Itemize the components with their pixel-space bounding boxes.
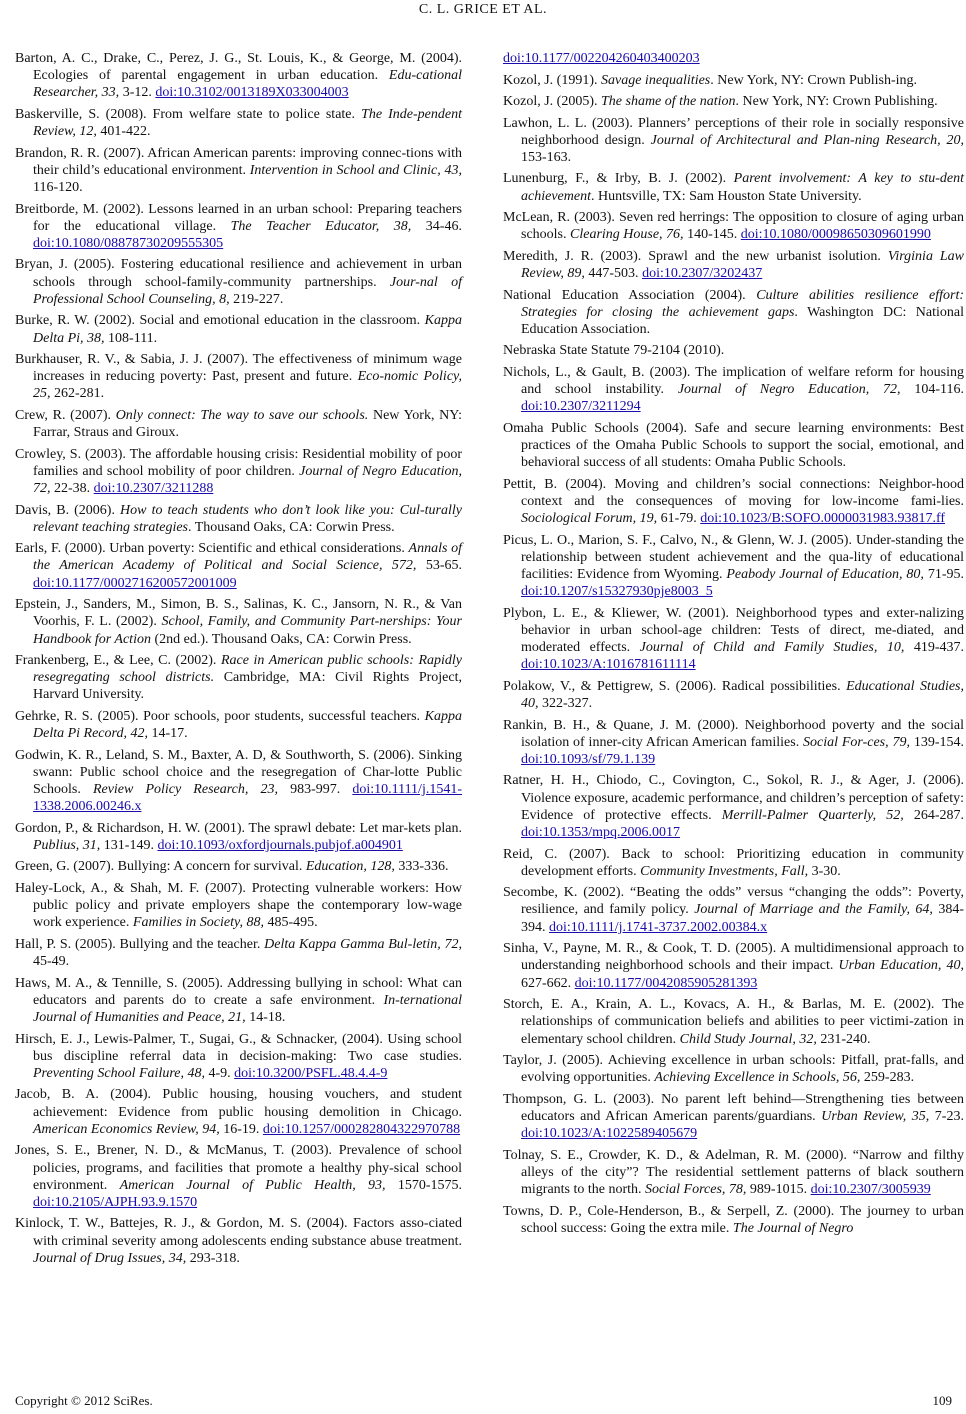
reference-source-title: Only connect: The way to save our schools. [115,407,369,423]
reference-details: 139-154. [909,734,964,750]
reference-entry [503,364,964,416]
reference-source-title: Intervention in School and Clinic, 43, [249,162,462,178]
reference-details: 3-30. [808,863,841,879]
reference-text: Hall, P. S. (2005). Bullying and the teacher. [15,936,265,952]
reference-text: Bryan, J. (2005). Fostering educational resilience and achievement in urban schools through school-family-community partnerships. [15,257,462,290]
reference-entry [503,476,964,528]
reference-entry [15,708,462,742]
reference-doi-link[interactable]: doi:10.2307/3211288 [93,481,214,497]
reference-source-title: Journal of Architectural and Plan-ning Research, 20, [650,132,964,148]
reference-doi-link[interactable]: doi:10.1080/08878730209555305 [33,235,224,251]
reference-source-title: Jour-nal of Professional School Counseling, 8, [33,274,462,307]
reference-entry [15,880,462,932]
reference-text: Earls, F. (2000). Urban poverty: Scientific and ethical considerations. [15,541,409,557]
reference-details: 401-422. [96,124,151,140]
reference-text: Burke, R. W. (2002). Social and emotional education in the classroom. [15,313,425,329]
reference-text: Jacob, B. A. (2004). Public housing, housing vouchers, and student achievement: Evidence from public housing demolition in Chicago. [15,1087,462,1120]
reference-source-title: Review Policy Research, 23, [92,782,278,798]
reference-text: Rankin, B. H., & Quane, J. M. (2000). Neighborhood poverty and the social isolation of inner-city African American families. [503,717,964,750]
reference-source-title: Urban Review, 35, [821,1108,930,1124]
reference-details: 485-495. [263,915,318,931]
reference-source-title: Clearing House, 76, [570,227,684,243]
reference-text: Crew, R. (2007). [15,407,116,423]
reference-entry [15,502,462,536]
reference-text: Polakow, V., & Pettigrew, S. (2006). Radical possibilities. [503,678,847,694]
reference-source-title: American Journal of Public Health, 93, [119,1177,386,1193]
reference-entry [503,1203,964,1237]
reference-entry [15,858,462,875]
reference-details: 4-9. [204,1065,235,1081]
reference-source-title: Social For-ces, 79, [803,734,910,750]
reference-entry [15,596,462,648]
reference-text: Picus, L. O., Marion, S. F., Calvo, N., & Glenn, W. J. (2005). Under-standing the relationship between student achievement and the qua-lity of educational facilities: Evidence from Wyoming. [503,532,964,583]
reference-doi-link[interactable]: doi:10.1023/B:SOFO.0000031983.93817.ff [700,511,946,527]
reference-source-title: Race in American public schools: Rapidly resegregating school districts. [33,653,462,686]
reference-entry [503,996,964,1048]
reference-text: Ratner, H. H., Chiodo, C., Covington, C., Sokol, R. J., & Ager, J. (2006). Violence exposure, academic performance, and children’s perception of safety: Evidence of protective effects. [503,773,964,823]
reference-text: Reid, C. (2007). Back to school: Prioritizing education in community development efforts. [503,846,964,879]
reference-entry [503,940,964,992]
reference-doi-link[interactable]: doi:10.1207/s15327930pje8003_5 [521,584,713,600]
reference-entry [15,747,462,816]
reference-details: 153-163. [521,149,572,165]
reference-details: 259-283. [860,1070,915,1086]
reference-details: 61-79. [657,511,701,527]
reference-source-title: Peabody Journal of Education, 80, [726,567,924,583]
reference-details: Cambridge, MA: Civil Rights Project, Harvard University. [33,670,462,703]
reference-details: 293-318. [186,1250,240,1266]
reference-details: 419-437. [904,640,965,656]
reference-text: Pettit, B. (2004). Moving and children’s social connections: Neighbor-hood context and the consequences of moving for low-income fami-lies. [503,476,964,509]
reference-text: Godwin, K. R., Leland, S. M., Baxter, A. D, & Southworth, S. (2006). Sinking swann: Public school choice and the resegregation of Char-lotte Public Schools. [15,747,462,798]
reference-source-title: Eco-nomic Policy, 25, [33,369,462,402]
reference-details: 34-46. [411,218,462,234]
reference-entry [15,312,462,346]
reference-text: Haws, M. A., & Tennille, S. (2005). Addressing bullying in school: What can educators and parents do to create a safe environment. [15,975,462,1008]
reference-text: Meredith, J. R. (2003). Sprawl and the new urbanist isolution. [503,248,888,264]
reference-doi-link[interactable]: doi:10.3200/PSFL.48.4.4-9 [234,1065,388,1081]
reference-details: 22-38. [50,481,94,497]
reference-source-title: Families in Society, 88, [132,915,264,931]
reference-text: Gordon, P., & Richardson, H. W. (2001). The sprawl debate: Let mar-kets plan. [15,820,462,836]
reference-text: Plybon, L. E., & Kliewer, W. (2001). Neighborhood types and exter-nalizing behavior in urban school-age children: Tests of direct, me-diated, and moderated effects. [503,605,964,656]
reference-text: Crowley, S. (2003). The affordable housing crisis: Residential mobility of poor families and school mobility of poor children. [15,446,462,479]
reference-entry [15,1086,462,1138]
reference-source-title: Kappa Delta Pi Record, 42, [33,708,462,742]
reference-text: Taylor, J. (2005). Achieving excellence in urban schools: Pitfall, prat-falls, and evolving opportunities. [503,1053,964,1086]
reference-entry [15,50,462,102]
reference-entry [15,201,462,253]
reference-text: Frankenberg, E., & Lee, C. (2002). [15,653,221,669]
reference-source-title: Social Forces, 78, [645,1182,747,1198]
reference-entry [503,678,964,712]
reference-entry [503,342,964,359]
reference-details: 108-111. [104,330,158,346]
reference-text: Hirsch, E. J., Lewis-Palmer, T., Sugai, G., & Schnacker, (2004). Using school bus discipline referral data in decision-making: Two case studies. [15,1031,462,1064]
reference-entry [503,209,964,243]
reference-entry [503,1052,964,1086]
reference-doi-link[interactable]: doi:10.1177/002204260403400203 [503,51,700,66]
reference-details: 3-12. [119,85,156,101]
reference-text: Omaha Public Schools (2004). Safe and secure learning environments: Best practices of the Omaha Public Schools to support the social, emotional, and behavioral success of all students: Omaha Public Schools. [503,420,964,471]
reference-source-title: Journal of Child and Family Studies, 10, [639,640,905,656]
reference-details: 322-327. [538,696,593,712]
reference-source-title: The Journal of Negro [732,1220,854,1236]
reference-text: Lawhon, L. L. (2003). Planners’ perceptions of their role in socially responsive neighborhood design. [503,115,964,148]
copyright-notice: Copyright © 2012 SciRes. [15,1393,153,1408]
reference-details: New York, NY: Farrar, Straus and Giroux. [33,407,462,441]
reference-text: Towns, D. P., Cole-Henderson, B., & Serpell, Z. (2000). The journey to urban school success: Going the extra mile. [503,1203,964,1236]
reference-entry [503,115,964,167]
reference-details: 71-95. [923,567,964,583]
reference-entry [15,540,462,592]
reference-text: National Education Association (2004). [503,287,757,303]
reference-details: . Huntsville, TX: Sam Houston State University. [590,188,862,204]
reference-doi-link[interactable]: doi:10.1023/A:1022589405679 [521,1126,698,1142]
reference-source-title: Community Investments, Fall, [640,863,809,879]
reference-source-title: Virginia Law Review, 89, [521,248,965,282]
reference-text: Thompson, G. L. (2003). No parent left behind—Strengthening ties between educators and African American parents/guardians. [503,1091,964,1124]
reference-source-title: Journal of Negro Education, 72, [677,382,901,398]
reference-source-title: Edu-cational Researcher, 33, [33,68,462,101]
reference-entry [503,884,964,936]
reference-source-title: American Economics Review, 94, [33,1121,220,1137]
reference-text: Davis, B. (2006). [15,502,121,518]
reference-entry [503,248,964,282]
reference-entry [503,287,964,339]
reference-text: Haley-Lock, A., & Shah, M. F. (2007). Protecting vulnerable workers: How public policy and private employers shape the contemporary low-wage work experience. [15,880,462,931]
reference-text: Burkhauser, R. V., & Sabia, J. J. (2007). The effectiveness of minimum wage increases in reducing poverty: Past, present and future. [15,352,462,385]
reference-doi-link[interactable]: doi:10.2307/3211294 [521,399,641,415]
reference-text: Epstein, J., Sanders, M., Simon, B. S., Salinas, K. C., Jansorn, N. R., & Van Voorhis, F. L. (2002). [15,597,462,630]
reference-text: Tolnay, S. E., Crowder, K. D., & Adelman, R. M. (2000). “Narrow and filthy alleys of the city”? The residential settlement patterns of black southern migrants to the north. [503,1147,964,1198]
reference-doi-link[interactable]: doi:10.1177/0042085905281393 [574,975,758,991]
reference-text: Kinlock, T. W., Battejes, R. J., & Gordon, M. S. (2004). Factors asso-ciated with criminal severity among adolescents ending substance abuse treatment. [15,1216,462,1249]
reference-details: 384-394. [521,902,965,935]
reference-doi-link[interactable]: doi:10.2307/3202437 [642,266,763,282]
reference-text: Storch, E. A., Krain, A. L., Kovacs, A. H., & Barlas, M. E. (2002). The relationships of communication beliefs and abilities to peer victimi-zation in elementary school children. [503,997,964,1047]
reference-entry [15,145,462,197]
reference-doi-link[interactable]: doi:10.1353/mpq.2006.0017 [521,825,681,841]
reference-details: 264-287. [903,807,964,823]
reference-source-title: Educational Studies, 40, [521,678,964,712]
reference-details: 262-281. [50,386,105,402]
reference-entry [15,1142,462,1211]
reference-details: 116-120. [33,180,83,196]
reference-doi-link[interactable]: doi:10.1111/j.1741-3737.2002.00384.x [549,919,768,935]
reference-entry [15,1215,462,1267]
reference-details: 447-503. [584,266,643,282]
reference-entry [15,1031,462,1083]
reference-entry [15,820,462,854]
reference-source-title: Parent involvement: A key to stu-dent achievement [521,171,964,204]
reference-source-title: Culture abilities resilience effort: Strategies for closing the achievement gaps [521,287,964,320]
reference-source-title: Delta Kappa Gamma Bul-letin, 72, [264,936,462,952]
reference-entry [503,93,964,110]
reference-entry [503,717,964,769]
reference-doi-link[interactable]: doi:10.1093/sf/79.1.139 [521,751,656,767]
reference-text: Sinha, V., Payne, M. R., & Cook, T. D. (2005). A multidimensional approach to understanding neighborhood schools and their impact. [503,941,964,974]
reference-source-title: Annals of the American Academy of Political and Social Science, 572, [33,541,462,574]
reference-details: 14-17. [147,726,188,742]
reference-details: 627-662. [521,975,575,991]
reference-details: (2nd ed.). Thousand Oaks, CA: Corwin Press. [150,631,412,647]
reference-details: 53-65. [416,558,462,574]
reference-doi-link[interactable]: doi:10.1080/00098650309601990 [740,227,931,243]
reference-entry [15,652,462,704]
reference-source-title: Urban Education, 40, [838,958,964,974]
reference-doi-link[interactable]: doi:10.1093/oxfordjournals.pubjof.a004901 [157,837,403,853]
reference-text: Jones, S. E., Brener, N. D., & McManus, T. (2003). Prevalence of school policies, programs, and facilities that promote a healthy phy-sical school environment. [15,1143,462,1193]
reference-entry [15,936,462,970]
reference-text: Kozol, J. (1991). [503,72,601,88]
reference-text: Lunenburg, F., & Irby, B. J. (2002). [503,171,734,187]
reference-details: 231-240. [816,1031,871,1047]
reference-source-title: The Inde-pendent Review, 12, [33,106,462,140]
reference-details: 16-19. [219,1121,263,1137]
reference-entry [15,446,462,498]
reference-entry [15,975,462,1027]
reference-details: 104-116. [900,382,965,398]
reference-doi-link[interactable]: doi:10.1177/0002716200572001009 [33,575,237,591]
reference-text: Baskerville, S. (2008). From welfare state to police state. [15,106,362,122]
reference-details: 7-23. [929,1108,964,1124]
reference-doi-link[interactable]: doi:10.1023/A:1016781611114 [521,657,696,673]
reference-text: Secombe, K. (2002). “Beating the odds” versus “changing the odds”: Poverty, resilience, and family policy. [503,885,964,918]
reference-doi-link[interactable]: doi:10.1111/j.1541-1338.2006.00246.x [33,782,462,815]
reference-details: . New York, NY: Crown Publishing. [735,94,938,109]
reference-details: . Washington DC: National Education Association. [521,304,964,337]
references-left-column [15,50,462,1271]
reference-source-title: Child Study Journal, 32, [679,1031,817,1047]
reference-text: Kozol, J. (2005). [503,94,601,109]
reference-entry [503,1147,964,1199]
reference-details: . New York, NY: Crown Publish-ing. [710,72,918,88]
reference-source-title: Achieving Excellence in Schools, 56, [654,1070,861,1086]
reference-text: Nichols, L., & Gault, B. (2003). The implication of welfare reform for housing and school instability. [503,364,964,398]
reference-source-title: Journal of Drug Issues, 34, [33,1250,187,1266]
reference-source-title: The Teacher Educator, 38, [230,218,412,234]
reference-source-title: How to teach students who don’t look like you: Cul-turally relevant teaching strategies [33,502,462,535]
reference-details: 1570-1575. [385,1177,462,1193]
reference-source-title: Journal of Marriage and the Family, 64, [694,902,933,918]
reference-source-title: The shame of the nation [601,94,736,109]
reference-text: Barton, A. C., Drake, C., Perez, J. G., St. Louis, K., & George, M. (2004). Ecologies of parental engagement in urban education. [15,51,462,84]
reference-entry [15,106,462,140]
reference-source-title: Education, 128, [305,859,395,875]
reference-entry [503,170,964,204]
reference-entry [503,532,964,601]
reference-text: Green, G. (2007). Bullying: A concern for survival. [15,859,306,875]
reference-entry [503,50,964,67]
reference-details: 989-1015. [746,1182,811,1198]
running-header: C. L. GRICE ET AL. [418,2,548,17]
reference-details: 333-336. [394,859,449,875]
page-number: 109 [932,1393,952,1408]
reference-entry [15,256,462,308]
reference-doi-link[interactable]: doi:10.2307/3005939 [810,1182,931,1198]
reference-source-title: Savage inequalities [601,72,711,88]
reference-details: 131-149. [100,837,158,853]
reference-entry [503,1091,964,1143]
reference-entry [15,407,462,441]
reference-source-title: School, Family, and Community Part-nerships: Your Handbook for Action [33,614,462,647]
reference-entry [503,72,964,89]
reference-doi-link[interactable]: doi:10.2105/AJPH.93.9.1570 [33,1194,198,1210]
reference-details: . Thousand Oaks, CA: Corwin Press. [188,519,395,535]
reference-source-title: Journal of Negro Education, 72, [33,463,462,497]
reference-doi-link[interactable]: doi:10.3102/0013189X033004003 [155,85,349,101]
reference-text: Breitborde, M. (2002). Lessons learned in an urban school: Preparing teachers for the educational village. [15,201,462,234]
reference-details: 219-227. [229,291,284,307]
reference-details: 983-997. [277,782,353,798]
reference-source-title: Kappa Delta Pi, 38, [33,313,462,346]
reference-text: McLean, R. (2003). Seven red herrings: The opposition to closure of aging urban schools. [503,210,964,243]
reference-source-title: In-ternational Journal of Humanities and Peace, 21, [33,992,462,1025]
reference-details: 45-49. [33,954,70,970]
reference-entry [15,351,462,403]
reference-details: 140-145. [683,227,741,243]
reference-text: Brandon, R. R. (2007). African American parents: improving connec-tions with their child’s educational environment. [15,145,462,178]
reference-text: Gehrke, R. S. (2005). Poor schools, poor students, successful teachers. [15,708,425,724]
reference-source-title: Sociological Forum, 19, [521,511,658,527]
reference-entry [503,420,964,472]
reference-details: 14-18. [245,1010,286,1025]
reference-source-title: Publius, 31, [33,837,101,853]
reference-entry [503,772,964,841]
reference-doi-link[interactable]: doi:10.1257/000282804322970788 [262,1121,461,1137]
reference-source-title: Preventing School Failure, 48, [33,1065,205,1081]
reference-entry [503,605,964,674]
reference-source-title: Merrill-Palmer Quarterly, 52, [721,807,904,823]
reference-entry [503,846,964,880]
reference-text: Nebraska State Statute 79-2104 (2010). [503,343,725,359]
references-right-column [503,50,964,1241]
